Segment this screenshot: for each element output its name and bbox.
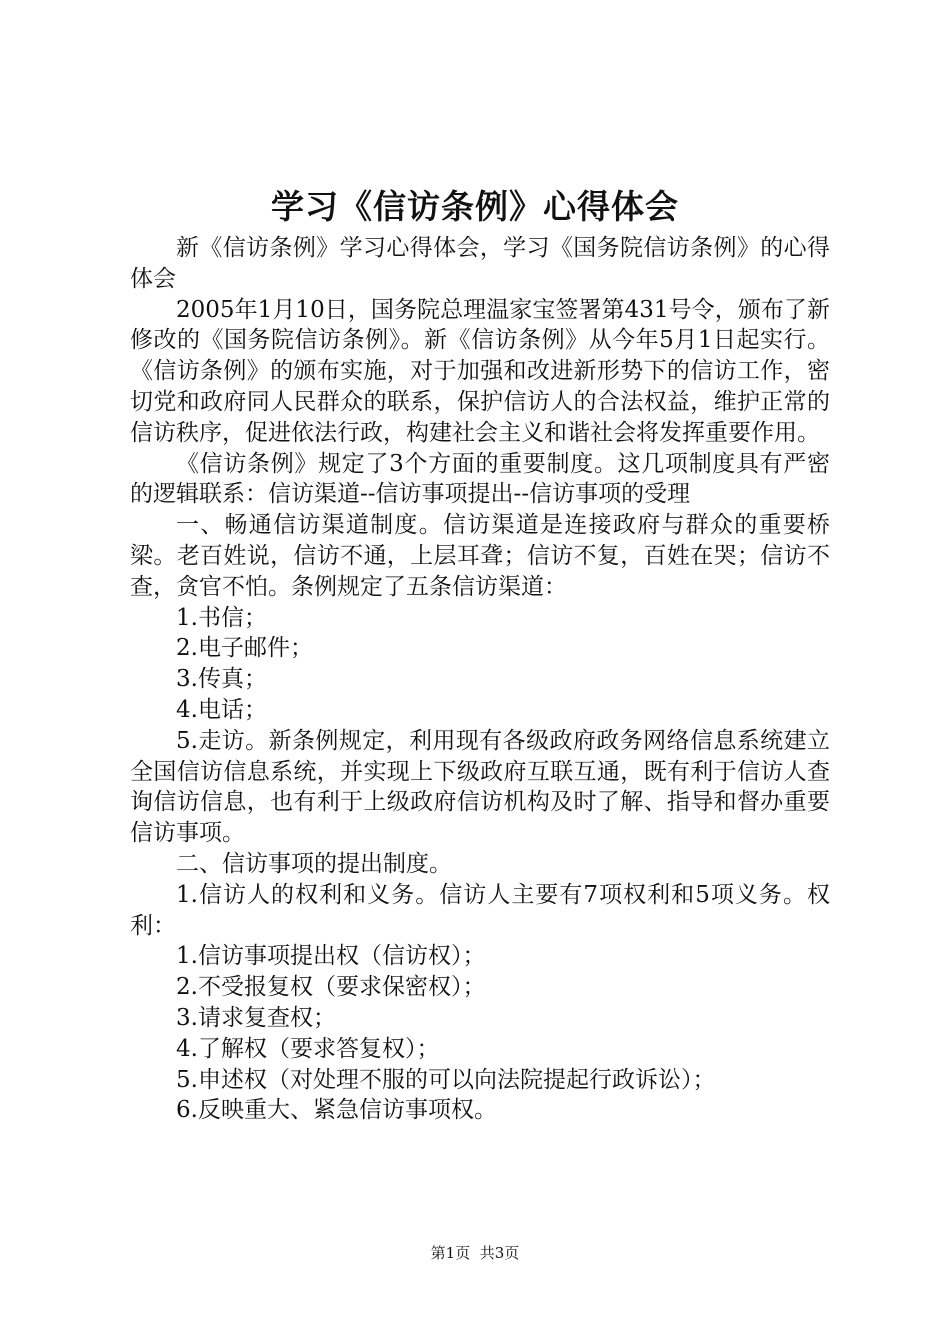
list-item: 6.反映重大、紧急信访事项权。 bbox=[176, 1097, 497, 1124]
list-item: 3.传真； bbox=[176, 666, 267, 693]
paragraph: 新《信访条例》学习心得体会，学习《国务院信访条例》的心得体会 bbox=[130, 235, 830, 292]
document-title: 学习《信访条例》心得体会 bbox=[271, 187, 679, 226]
list-item: 1.书信； bbox=[176, 604, 267, 631]
paragraph: 一、畅通信访渠道制度。信访渠道是连接政府与群众的重要桥梁。老百姓说，信访不通，上层耳聋；信访不复，百姓在哭；信访不查，贪官不怕。条例规定了五条信访渠道： bbox=[130, 512, 830, 600]
list-item: 5.申述权（对处理不服的可以向法院提起行政诉讼）； bbox=[176, 1066, 716, 1093]
list-item: 5.走访。新条例规定，利用现有各级政府政务网络信息系统建立全国信访信息系统，并实现上下级政府互联互通，既有利于信访人查询信访信息，也有利于上级政府信访机构及时了解、指导和督办重要信访事项。 bbox=[130, 727, 830, 847]
list-item: 2.不受报复权（要求保密权）； bbox=[176, 974, 486, 1001]
page-footer bbox=[0, 1243, 950, 1263]
paragraph: 1.信访人的权利和义务。信访人主要有7项权利和5项义务。权利： bbox=[130, 881, 830, 939]
page-number: 第1页 bbox=[430, 1244, 471, 1262]
list-item: 2.电子邮件； bbox=[176, 635, 313, 662]
list-item: 1.信访事项提出权（信访权）； bbox=[176, 943, 486, 970]
section-heading: 二、信访事项的提出制度。 bbox=[176, 850, 452, 877]
list-item: 4.了解权（要求答复权）； bbox=[176, 1035, 440, 1062]
paragraph: 2005年1月10日，国务院总理温家宝签署第431号令，颁布了新修改的《国务院信访条例》。新《信访条例》从今年5月1日起实行。《信访条例》的颁布实施，对于加强和改进新形势下的信访工作，密切党和政府同人民群众的联系，保护信访人的合法权益，维护正常的信访秩序，促进依法行政，构建社会主义和谐社会将发挥重要作用。 bbox=[130, 296, 830, 446]
list-item: 3.请求复查权； bbox=[176, 1004, 336, 1031]
document-body bbox=[130, 233, 830, 1126]
list-item: 4.电话； bbox=[176, 696, 267, 723]
paragraph: 《信访条例》规定了3个方面的重要制度。这几项制度具有严密的逻辑联系：信访渠道--信访事项提出--信访事项的受理 bbox=[130, 450, 830, 508]
page-total: 共3页 bbox=[479, 1244, 520, 1262]
